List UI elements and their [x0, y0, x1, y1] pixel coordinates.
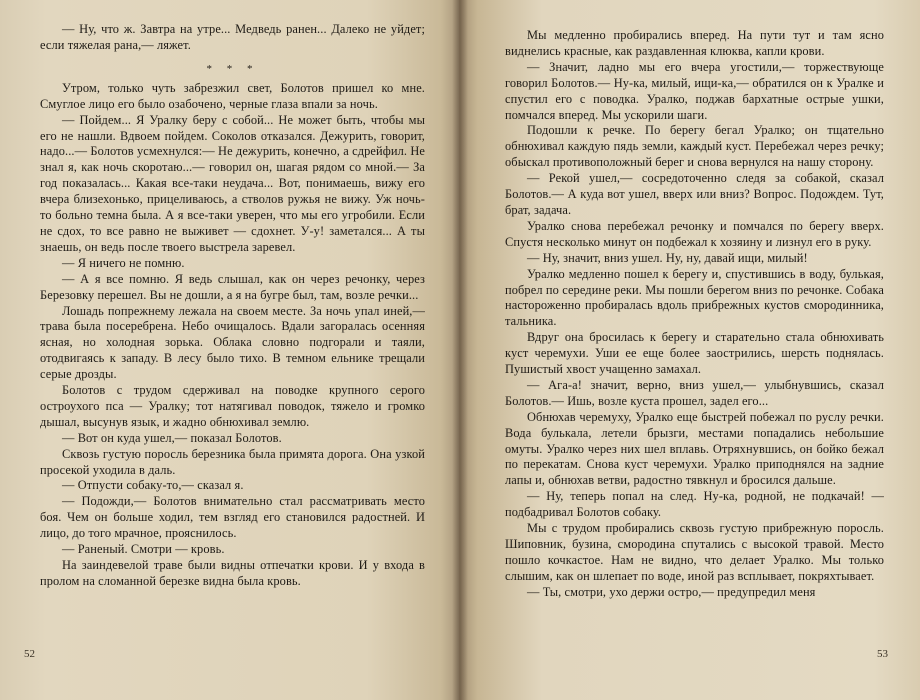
paragraph: Мы медленно пробирались вперед. На пути тут и там ясно виднелись красные, как раздавленная клюква, капли крови. — [505, 28, 884, 58]
paragraph: На заиндевелой траве были видны отпечатки крови. И у входа в пролом на сломанной березке видна была кровь. — [40, 558, 425, 588]
paragraph: — А я все помню. Я ведь слышал, как он через речонку, через Березовку перешел. Вы не дошли, а я на бугре был, там, возле речки... — [40, 271, 425, 302]
paragraph: Мы с трудом пробирались сквозь густую прибрежную поросль. Шиповник, бузина, смородина спутались с высокой травой. Место пошло кочкастое. Нам не видно, что делает Уралко. Мы только слышим, как он шлепает по воде, иной раз всплывает, покряхтывает. — [505, 521, 884, 583]
paragraph: — Значит, ладно мы его вчера угостили,— торжествующе говорил Болотов.— Ну-ка, милый, ищи-ка,— обратился он к Уралке и спустил его с поводка. Уралко, поджав бархатные острые ушки, помчался вперед. Мы ускорили шаги. — [505, 59, 884, 122]
paragraph: Уралко снова перебежал речонку и помчался по берегу вверх. Спустя несколько минут он подбежал к хозяину и лизнул его в руку. — [505, 218, 884, 249]
paragraph: — Я ничего не помню. — [62, 255, 185, 270]
left-page — [0, 0, 459, 700]
page-number-right: 53 — [877, 648, 888, 660]
paragraph: — Рекой ушел,— сосредоточенно следя за собакой, сказал Болотов.— А куда вот ушел, вверх или вниз? Вопрос. Подождем. Тут, брат, задача. — [505, 171, 884, 217]
page-number-left: 52 — [24, 648, 35, 660]
paragraph: Лошадь попрежнему лежала на своем месте. За ночь упал иней,— трава была посеребрена. Небо очищалось. Вдали загоралась осенняя ясная, но холодная зорька. Облака словно подгорали и таяли, отодвигаясь к западу. В лесу было тихо. В темном ельнике трещали серые дрозды. — [40, 303, 425, 382]
paragraph: Подошли к речке. По берегу бегал Уралко; он тщательно обнюхивал каждую пядь земли, каждый куст. Перебежал через речку; обыскал противоположный берег и снова вернулся на нашу сторону. — [505, 123, 884, 170]
paragraph: — Ага-а! значит, верно, вниз ушел,— улыбнувшись, сказал Болотов.— Ишь, возле куста прошел, задел его... — [505, 377, 884, 408]
paragraph: Обнюхав черемуху, Уралко еще быстрей побежал по руслу речки. Вода булькала, летели брызги, местами попадались небольшие омуты. Уралко через них шел вплавь. Отряхнувшись, он бойко бежал по перекатам. Снова куст черемухи. Уралко приподнялся на задние лапы и, обнюхав ветви, радостно тявкнул и бросился дальше. — [505, 409, 884, 488]
paragraph: — Отпусти собаку-то,— сказал я. — [62, 478, 244, 493]
paragraph: Вдруг она бросилась к берегу и старательно стала обнюхивать куст черемухи. Уши ее еще более заострились, шерсть поднялась. Пушистый хвост учащенно замахал. — [505, 330, 884, 377]
paragraph: — Ну, теперь попал на след. Ну-ка, родной, не подкачай! — подбадривал Болотов собаку. — [505, 489, 884, 520]
paragraph: — Ну, что ж. Завтра на утре... Медведь ранен... Далеко не уйдет; если тяжелая рана,— ляжет. — [40, 22, 425, 52]
paragraph: Болотов с трудом сдерживал на поводке крупного серого остроухого пса — Уралку; тот натягивал поводок, тяжело и громко дышал, высунув язык, и жадно обнюхивал землю. — [40, 383, 425, 429]
paragraph: Утром, только чуть забрезжил свет, Болотов пришел ко мне. Смуглое лицо его было озабочено, черные глаза впали за ночь. — [40, 80, 425, 111]
paragraph: Сквозь густую поросль березника была примята дорога. Она узкой просекой уходила в даль. — [40, 446, 425, 477]
section-separator: * * * — [206, 62, 259, 75]
paragraph: — Подожди,— Болотов внимательно стал рассматривать место боя. Чем он больше ходил, тем взгляд его становился радостней. И лицо, до того мрачное, прояснилось. — [40, 494, 425, 541]
paragraph: — Ну, значит, вниз ушел. Ну, ну, давай ищи, милый! — [527, 250, 808, 265]
paragraph: — Вот он куда ушел,— показал Болотов. — [62, 430, 282, 445]
paragraph: — Раненый. Смотри — кровь. — [62, 542, 225, 557]
paragraph: Уралко медленно пошел к берегу и, спустившись в воду, булькая, побрел по середине реки. Мы пошли берегом вниз по речонке. Собака настороженно пробиралась вдоль прибрежных кустов смородинника, тальника. — [505, 266, 884, 329]
paragraph: — Ты, смотри, ухо держи остро,— предупредил меня — [527, 584, 816, 599]
paragraph: — Пойдем... Я Уралку беру с собой... Не может быть, чтобы мы его не нашли. Вдвоем пойдем. Соколов отказался. Дежурить, говорит, надо...— Болотов усмехнулся:— Не дежурить, конечно, а сдрейфил. Не знал я, как ночь скоротаю...— говорил он, шагая рядом со мной.— За год показалась... Какая все-таки неудача... Вот, понимаешь, вижу его вчера близехонько, прицеливаюсь, а стволов ружья не вижу. Уж ночь-то больно темна была. А я все-таки уверен, что мы его угробили. Если не сдох, то все равно не выживет — сдохнет. У-у! заметался... А ты знаешь, он ведь после твоего выстрела заревел. — [40, 112, 425, 254]
right-page — [459, 0, 920, 700]
